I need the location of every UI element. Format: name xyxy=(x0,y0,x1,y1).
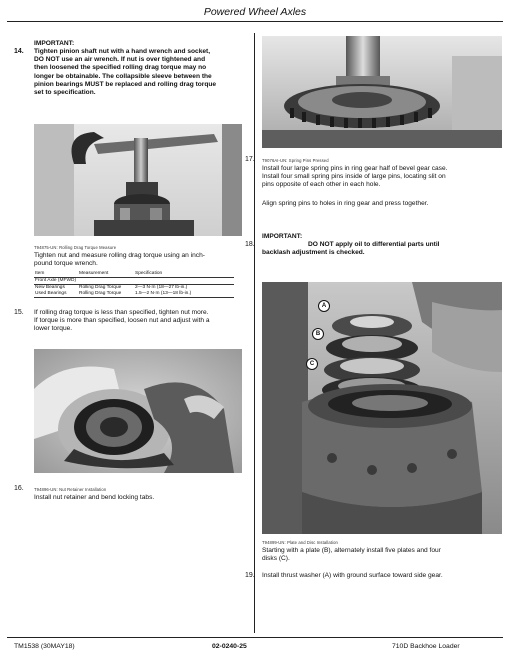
step-19-text: Install thrust washer (A) with ground surface toward side gear. xyxy=(262,572,443,579)
step-17-number: 17. xyxy=(245,156,255,163)
footer-doc-id: TM1538 (30MAY18) xyxy=(14,643,75,650)
plate-disc-photo xyxy=(262,282,502,534)
step-15-number: 15. xyxy=(14,309,24,316)
header-rule xyxy=(7,21,503,22)
align-pins-text: Align spring pins to holes in ring gear and press together. xyxy=(262,200,429,207)
important-label-right: IMPORTANT: xyxy=(262,233,303,240)
spring-pins-photo xyxy=(262,36,502,148)
nut-retainer-photo xyxy=(34,349,242,473)
step-18-number: 18. xyxy=(245,241,255,248)
spec-header-item: Item xyxy=(34,271,78,278)
column-divider xyxy=(254,33,255,633)
photo-4-caption: T94899-UN: Plate and Disc Installation xyxy=(262,540,338,545)
rolling-drag-torque-photo xyxy=(34,124,242,236)
spec-section-label: Front Axle (MFWD) xyxy=(34,278,234,285)
footer-model-name: 710D Backhoe Loader xyxy=(392,643,460,650)
spec-header-specification: Specification xyxy=(134,271,234,278)
spec-row: New Bearings Rolling Drag Torque 2—3 N·m (18—27 lb-in.) xyxy=(35,285,188,290)
footer-rule xyxy=(7,637,503,638)
spec-header-measurement: Measurement xyxy=(78,271,134,278)
plates-instruction-text: Starting with a plate (B), alternately install five plates and four disks (C). xyxy=(262,547,441,563)
torque-instruction-text: Tighten nut and measure rolling drag torque using an inch- pound torque wrench. xyxy=(34,252,205,268)
step-16-number: 16. xyxy=(14,485,24,492)
callout-b: B xyxy=(312,328,324,340)
step-19-number: 19. xyxy=(245,572,255,579)
photo-2-caption: T94896-UN: Nut Retainer Installation xyxy=(34,487,107,492)
callout-a: A xyxy=(318,300,330,312)
step-15-text: If rolling drag torque is less than specified, tighten nut more. If torque is more than specified, loosen nut and adjust with a lower torque. xyxy=(34,309,210,333)
step-14-number: 14. xyxy=(14,48,24,55)
step-18-text: DO NOT apply oil to differential parts until backlash adjustment is checked. xyxy=(262,241,440,257)
footer-page-number: 02-0240-25 xyxy=(212,643,247,650)
photo-1-caption: T94875-UN: Rolling Drag Torque Measure xyxy=(34,245,117,250)
important-label-left: IMPORTANT: xyxy=(34,40,75,47)
spec-table xyxy=(34,271,234,298)
step-17-text: Install four large spring pins in ring gear half of bevel gear case. Install four small spring pins inside of large pins, locating slit on pins opposite of each other in each hole. xyxy=(262,165,448,189)
callout-c: C xyxy=(306,358,318,370)
step-14-text: Tighten pinion shaft nut with a hand wrench and socket, DO NOT use an air wrench. If nut is over tightened and then loosened the specified rolling drag torque may no longer be obtainable. The collapsible sleeve between the pinion bearings MUST be replaced and rolling drag torque set to specification. xyxy=(34,48,217,97)
photo-3-caption: T9076AI-UN: Spring Pins Pressed xyxy=(262,158,329,163)
page-header-title: Powered Wheel Axles xyxy=(203,6,307,18)
step-16-text: Install nut retainer and bend locking tabs. xyxy=(34,494,155,501)
spec-row: Used Bearings Rolling Drag Torque 1.5—2 N·m (13—18 lb-in.) xyxy=(34,291,234,298)
